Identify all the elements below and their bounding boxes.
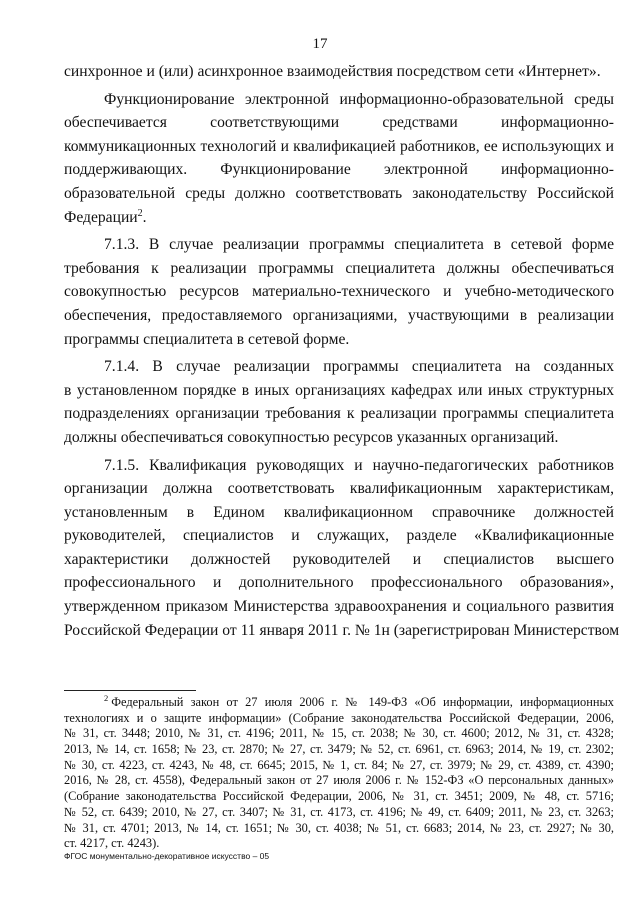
paragraph-7-1-4 bbox=[64, 355, 614, 449]
text-line: программы специалитета в сетевой форме. bbox=[64, 330, 350, 348]
paragraph-7-1-3 bbox=[64, 233, 614, 351]
text-line: 7.1.4. В случае реализации программы специалитета на созданных bbox=[104, 358, 614, 376]
text-line: должны обеспечиваться совокупностью ресурсов указанных организаций. bbox=[64, 428, 559, 446]
text-line: коммуникационных технологий и квалификацией работников, ее использующих и bbox=[64, 137, 614, 155]
footnote-line: ст. 4217, ст. 4243). bbox=[64, 836, 160, 851]
text-line: в установленном порядке в иных организациях кафедрах или иных структурных bbox=[64, 381, 614, 399]
text-line: Функционирование электронной информационно-образовательной среды bbox=[104, 90, 614, 108]
text-fragment: Федеральный закон от 27 июля 2006 г. № 149-ФЗ «Об информации, информационных bbox=[111, 695, 614, 709]
footnote-line: № 31, ст. 3448; 2010, № 31, ст. 4196; 2011, № 15, ст. 2038; № 30, ст. 4600; 2012, № 31, ст. 4328; bbox=[64, 726, 614, 741]
text-line: организации должна соответствовать квалификационным характеристикам, bbox=[64, 480, 614, 498]
footnote-line: № 52, ст. 6439; 2010, № 27, ст. 3407; № 31, ст. 4173, ст. 4196; № 49, ст. 6409; 2011, № 23, ст. 3263; bbox=[64, 804, 614, 819]
text-fragment: Федерации bbox=[64, 208, 138, 226]
footnote-line: (Собрание законодательства Российской Федерации, 2006, № 31, ст. 3451; 2009, № 48, ст. 5716; bbox=[64, 789, 614, 804]
text-line: требования к реализации программы специалитета должны обеспечиваться bbox=[64, 259, 614, 277]
text-line: обеспечивается соответствующими средствами информационно- bbox=[64, 114, 614, 132]
text-line: 7.1.3. В случае реализации программы специалитета в сетевой форме bbox=[104, 236, 614, 254]
footnote-line bbox=[64, 692, 614, 711]
text-fragment: . bbox=[142, 208, 147, 226]
footnote-line: технологиях и о защите информации» (Собрание законодательства Российской Федерации, 2006, bbox=[64, 710, 614, 725]
text-line: характеристики должностей руководителей и специалистов высшего bbox=[64, 550, 614, 568]
page-number: 17 bbox=[312, 36, 328, 52]
text-line: совокупностью ресурсов материально-технического и учебно-методического bbox=[64, 283, 614, 301]
footnote-reference[interactable]: 2 bbox=[137, 207, 143, 219]
paragraph-continuation bbox=[64, 60, 614, 84]
text-line: синхронное и (или) асинхронное взаимодействия посредством сети «Интернет». bbox=[64, 63, 601, 80]
footnotes bbox=[64, 692, 614, 852]
paragraph-eios bbox=[64, 88, 614, 230]
text-line: обеспечения, предоставляемого организациями, участвующими в реализации bbox=[64, 306, 614, 324]
text-line: подразделениях организации требования к реализации программы специалитета bbox=[64, 405, 614, 423]
footnote-line: 2016, № 28, ст. 4558), Федеральный закон от 27 июля 2006 г. № 152-ФЗ «О персональных данных» bbox=[64, 773, 614, 788]
footnote-line: № 31, ст. 4701; 2013, № 14, ст. 1651; № 30, ст. 4038; № 51, ст. 6683; 2014, № 23, ст. 2927; № 30, bbox=[64, 820, 614, 835]
paragraph-7-1-5 bbox=[64, 454, 620, 643]
text-line: образовательной среды должно соответствовать законодательству Российской bbox=[64, 184, 614, 202]
footnote-line: № 30, ст. 4223, ст. 4243, № 48, ст. 6645; 2015, № 1, ст. 84; № 27, ст. 3979; № 29, ст. 4389, ст. 4390; bbox=[64, 757, 614, 772]
text-line: профессионального и дополнительного профессионального образования», bbox=[64, 574, 614, 592]
footnote-line: 2013, № 14, ст. 1658; № 23, ст. 2870; № 27, ст. 3479; № 52, ст. 6961, ст. 6963; 2014, № 19, ст. 2302; bbox=[64, 742, 614, 757]
text-line: установленным в Едином квалификационном справочнике должностей bbox=[64, 503, 614, 521]
text-line: поддерживающих. Функционирование электронной информационно- bbox=[64, 161, 614, 179]
text-line: 7.1.5. Квалификация руководящих и научно-педагогических работников bbox=[104, 456, 614, 474]
document-footer: ФГОС монументально-декоративное искусство – 05 bbox=[64, 851, 270, 861]
text-line bbox=[64, 206, 614, 230]
text-line: утвержденном приказом Министерства здравоохранения и социального развития bbox=[64, 598, 614, 616]
footnote-separator bbox=[64, 690, 196, 691]
main-text bbox=[64, 60, 620, 646]
footnote-mark: 2 bbox=[104, 692, 109, 703]
text-line: Российской Федерации от 11 января 2011 г. № 1н (зарегистрирован Министерством bbox=[64, 621, 620, 639]
text-line: руководителей, специалистов и служащих, разделе «Квалификационные bbox=[64, 527, 614, 545]
